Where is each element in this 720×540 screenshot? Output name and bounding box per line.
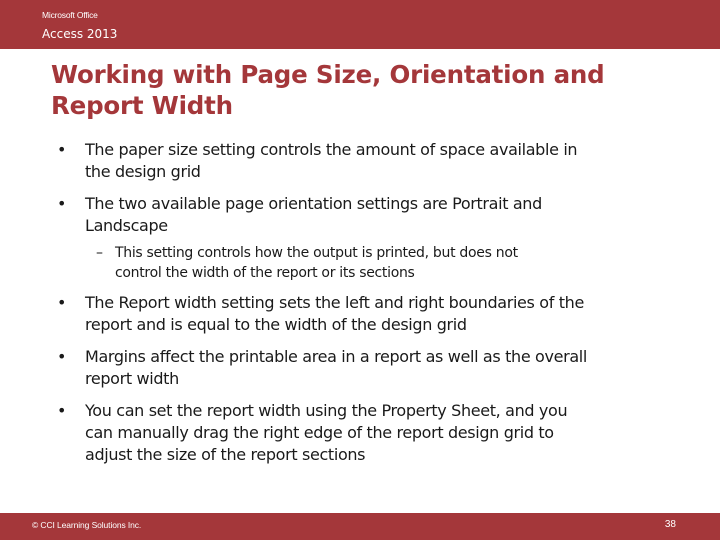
footer-bar (0, 513, 720, 540)
sub-bullet-text (115, 243, 655, 283)
bullet-marker: • (57, 140, 67, 159)
header-bar (0, 0, 720, 49)
copyright-label: © CCI Learning Solutions Inc. (32, 520, 142, 530)
bullet-text (85, 139, 675, 183)
page-number: 38 (664, 519, 676, 530)
bullet-item (0, 292, 720, 336)
sub-bullet-item (0, 243, 720, 283)
bullet-text (85, 292, 675, 336)
brand-label: Microsoft Office (42, 10, 98, 20)
bullet-line: The two available page orientation settings are Portrait and (85, 194, 542, 213)
bullet-item (0, 400, 720, 466)
bullet-line: report and is equal to the width of the design grid (85, 315, 467, 334)
bullet-line: control the width of the report or its sections (115, 265, 415, 281)
bullet-line: This setting controls how the output is printed, but does not (115, 245, 518, 261)
bullet-line: can manually drag the right edge of the report design grid to (85, 423, 554, 442)
slide-title-line: Report Width (51, 91, 233, 120)
bullet-item (0, 139, 720, 183)
slide-title (51, 59, 691, 121)
sub-bullet-marker: – (96, 245, 103, 261)
bullet-line: The Report width setting sets the left and right boundaries of the (85, 293, 584, 312)
bullet-line: the design grid (85, 162, 201, 181)
bullet-item (0, 346, 720, 390)
bullet-line: You can set the report width using the Property Sheet, and you (85, 401, 568, 420)
bullet-marker: • (57, 401, 67, 420)
bullet-text (85, 346, 675, 390)
bullet-text (85, 400, 675, 466)
slide-title-line: Working with Page Size, Orientation and (51, 60, 605, 89)
bullet-line: adjust the size of the report sections (85, 445, 366, 464)
product-label: Access 2013 (42, 27, 118, 41)
bullet-line: The paper size setting controls the amount of space available in (85, 140, 578, 159)
bullet-line: Margins affect the printable area in a report as well as the overall (85, 347, 587, 366)
bullet-item (0, 193, 720, 237)
bullet-marker: • (57, 293, 67, 312)
bullet-marker: • (57, 347, 67, 366)
bullet-text (85, 193, 675, 237)
bullet-marker: • (57, 194, 67, 213)
bullet-list (0, 139, 720, 466)
bullet-line: report width (85, 369, 179, 388)
bullet-line: Landscape (85, 216, 168, 235)
